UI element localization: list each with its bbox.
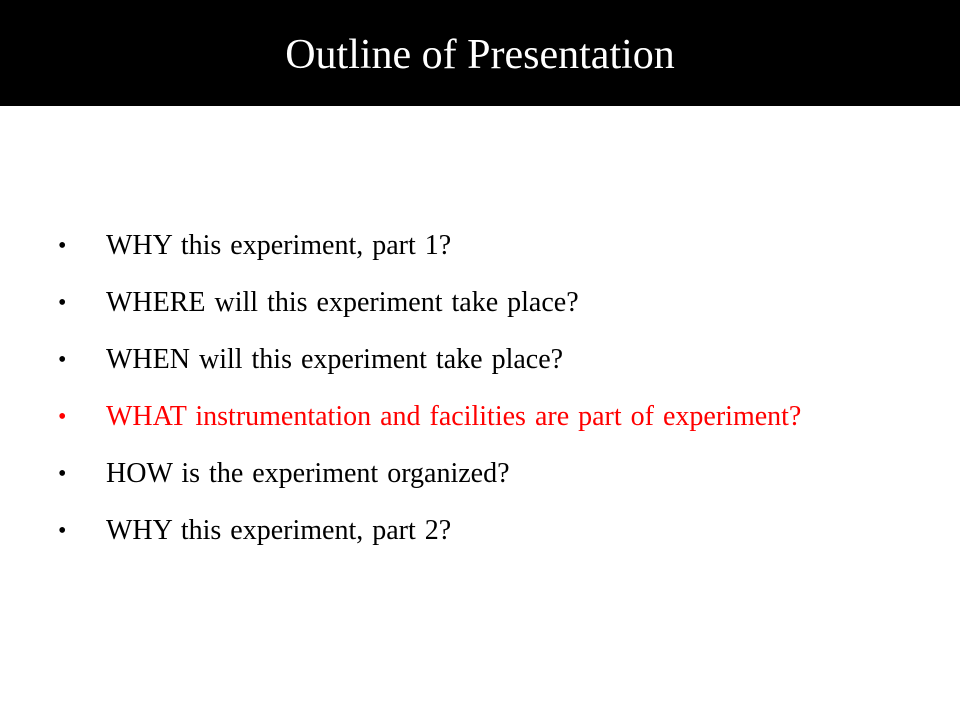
bullet-text: WHY this experiment, part 1? — [106, 230, 452, 261]
bullet-icon: • — [58, 347, 67, 373]
bullet-icon: • — [58, 461, 67, 487]
bullet-icon: • — [58, 404, 67, 430]
bullet-icon: • — [58, 518, 67, 544]
bullet-icon: • — [58, 233, 67, 259]
bullet-text: WHERE will this experiment take place? — [106, 287, 579, 318]
bullet-item-why-part-2 — [58, 511, 918, 551]
bullet-item-what — [58, 397, 918, 437]
bullet-item-when — [58, 340, 918, 380]
bullet-item-why-part-1 — [58, 226, 918, 266]
bullet-text: HOW is the experiment organized? — [106, 458, 510, 489]
bullet-item-how — [58, 454, 918, 494]
bullet-icon: • — [58, 290, 67, 316]
bullet-text: WHEN will this experiment take place? — [106, 344, 564, 375]
slide-title: Outline of Presentation — [285, 32, 675, 78]
bullet-item-where — [58, 283, 918, 323]
bullet-text: WHY this experiment, part 2? — [106, 515, 452, 546]
bullet-text: WHAT instrumentation and facilities are part of experiment? — [106, 401, 802, 432]
bullet-list — [58, 226, 918, 568]
